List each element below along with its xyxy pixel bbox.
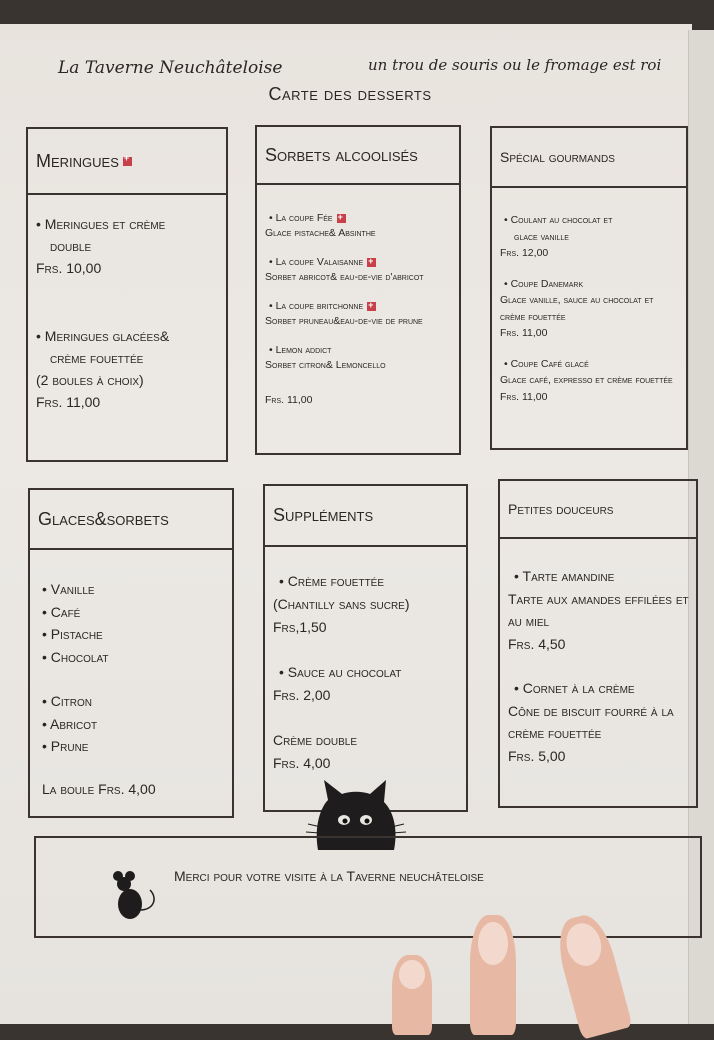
section-title: Meringues — [36, 150, 119, 171]
menu-item — [273, 570, 460, 639]
menu-item — [500, 356, 680, 406]
item-price: Frs. 12,00 — [500, 247, 549, 259]
slogan: un trou de souris ou le fromage est roi — [368, 56, 662, 74]
item-price: Frs. 11,00 — [500, 327, 548, 339]
item-desc: Cône de biscuit fourré à la crème fouettée — [508, 702, 674, 741]
item-price: Frs. 4,00 — [273, 755, 331, 771]
swiss-flag-icon — [367, 302, 376, 311]
mouse-illustration-icon — [108, 870, 164, 924]
swiss-flag-icon — [123, 157, 132, 166]
restaurant-name: La Taverne Neuchâteloise — [58, 58, 283, 78]
item-name: • La coupe Fée — [269, 212, 333, 224]
item-name: Crème double — [273, 732, 358, 748]
item-note: (2 boules à choix) — [36, 372, 144, 388]
section-special-gourmands — [490, 126, 688, 450]
item-desc: Glace café, expresso et crème fouettée — [500, 374, 673, 386]
flavor-item: • Chocolat — [42, 648, 109, 665]
item-name: • La coupe Valaisanne — [269, 256, 364, 268]
section-price: La boule Frs. 4,00 — [42, 780, 156, 797]
menu-item — [265, 343, 453, 373]
section-title: Spécial gourmands — [500, 149, 615, 165]
menu-item — [265, 211, 453, 241]
item-name: • Meringues glacées& — [36, 328, 170, 344]
section-petites-douceurs — [498, 479, 698, 808]
section-sorbets — [255, 125, 461, 455]
item-price: Frs. 4,50 — [508, 635, 566, 652]
menu-item — [273, 661, 460, 707]
item-name: • Crème fouettée — [279, 573, 385, 589]
item-desc: (Chantilly sans sucre) — [273, 596, 410, 612]
item-price: Frs. 11,00 — [500, 390, 548, 403]
item-desc: Tarte aux amandes effilées et au miel — [508, 590, 689, 629]
finger — [392, 955, 432, 1035]
menu-item — [500, 276, 680, 342]
footer-box — [34, 836, 702, 938]
page-title: Carte des desserts — [268, 84, 432, 104]
item-price: Frs. 11,00 — [36, 394, 101, 410]
flavor-item: • Vanille — [42, 581, 95, 597]
menu-item — [36, 213, 220, 279]
item-name: • Coupe Danemark — [504, 277, 584, 290]
menu-item — [500, 212, 680, 262]
menu-item — [508, 677, 690, 767]
item-name-cont: crème fouettée — [50, 350, 144, 366]
flavor-item: • Prune — [42, 738, 89, 754]
menu-item — [36, 325, 220, 413]
finger — [470, 915, 516, 1035]
item-desc: Sorbet citron& Lemoncello — [265, 359, 386, 371]
item-desc: Glace vanille, sauce au chocolat et crème fouettée — [500, 294, 654, 323]
item-desc: Sorbet pruneau&eau-de-vie de prune — [265, 315, 423, 327]
section-price: Frs. 11,00 — [265, 394, 313, 406]
swiss-flag-icon — [337, 214, 346, 223]
menu-item — [273, 729, 460, 775]
item-price: Frs. 2,00 — [273, 687, 331, 703]
item-desc: Sorbet abricot& eau-de-vie d'abricot — [265, 271, 424, 283]
item-name: • Coupe Café glacé — [504, 357, 589, 370]
item-name: • La coupe britchonne — [269, 300, 364, 312]
section-glaces-sorbets — [28, 488, 234, 818]
swiss-flag-icon — [367, 258, 376, 267]
section-supplements — [263, 484, 468, 812]
item-name: • Lemon addict — [269, 344, 332, 356]
item-price: Frs,1,50 — [273, 619, 327, 635]
section-title: Petites douceurs — [508, 501, 614, 517]
item-price: Frs. 10,00 — [36, 260, 102, 276]
item-name: • Tarte amandine — [514, 568, 615, 584]
item-name: • Coulant au chocolat et — [504, 214, 613, 226]
section-title: Suppléments — [273, 505, 374, 525]
flavor-item: • Abricot — [42, 715, 98, 732]
item-name: • Meringues et crème — [36, 216, 166, 232]
item-name: • Cornet à la crème — [514, 680, 635, 696]
section-meringues — [26, 127, 228, 462]
item-name-cont: double — [50, 238, 92, 254]
item-price: Frs. 5,00 — [508, 747, 566, 764]
menu-item — [265, 255, 453, 285]
item-name-cont: glace vanille — [514, 230, 569, 243]
menu-item — [508, 565, 690, 655]
menu-item — [265, 299, 453, 329]
section-title: Sorbets alcoolisés — [265, 144, 418, 165]
flavor-item: • Citron — [42, 693, 93, 709]
flavor-item: • Café — [42, 603, 81, 620]
flavor-item: • Pistache — [42, 626, 103, 642]
item-name: • Sauce au chocolat — [279, 664, 402, 680]
section-title: Glaces&sorbets — [38, 508, 169, 529]
footer-thanks: Merci pour votre visite à la Taverne neuchâteloise — [174, 868, 484, 884]
item-desc: Glace pistache& Absinthe — [265, 227, 376, 239]
